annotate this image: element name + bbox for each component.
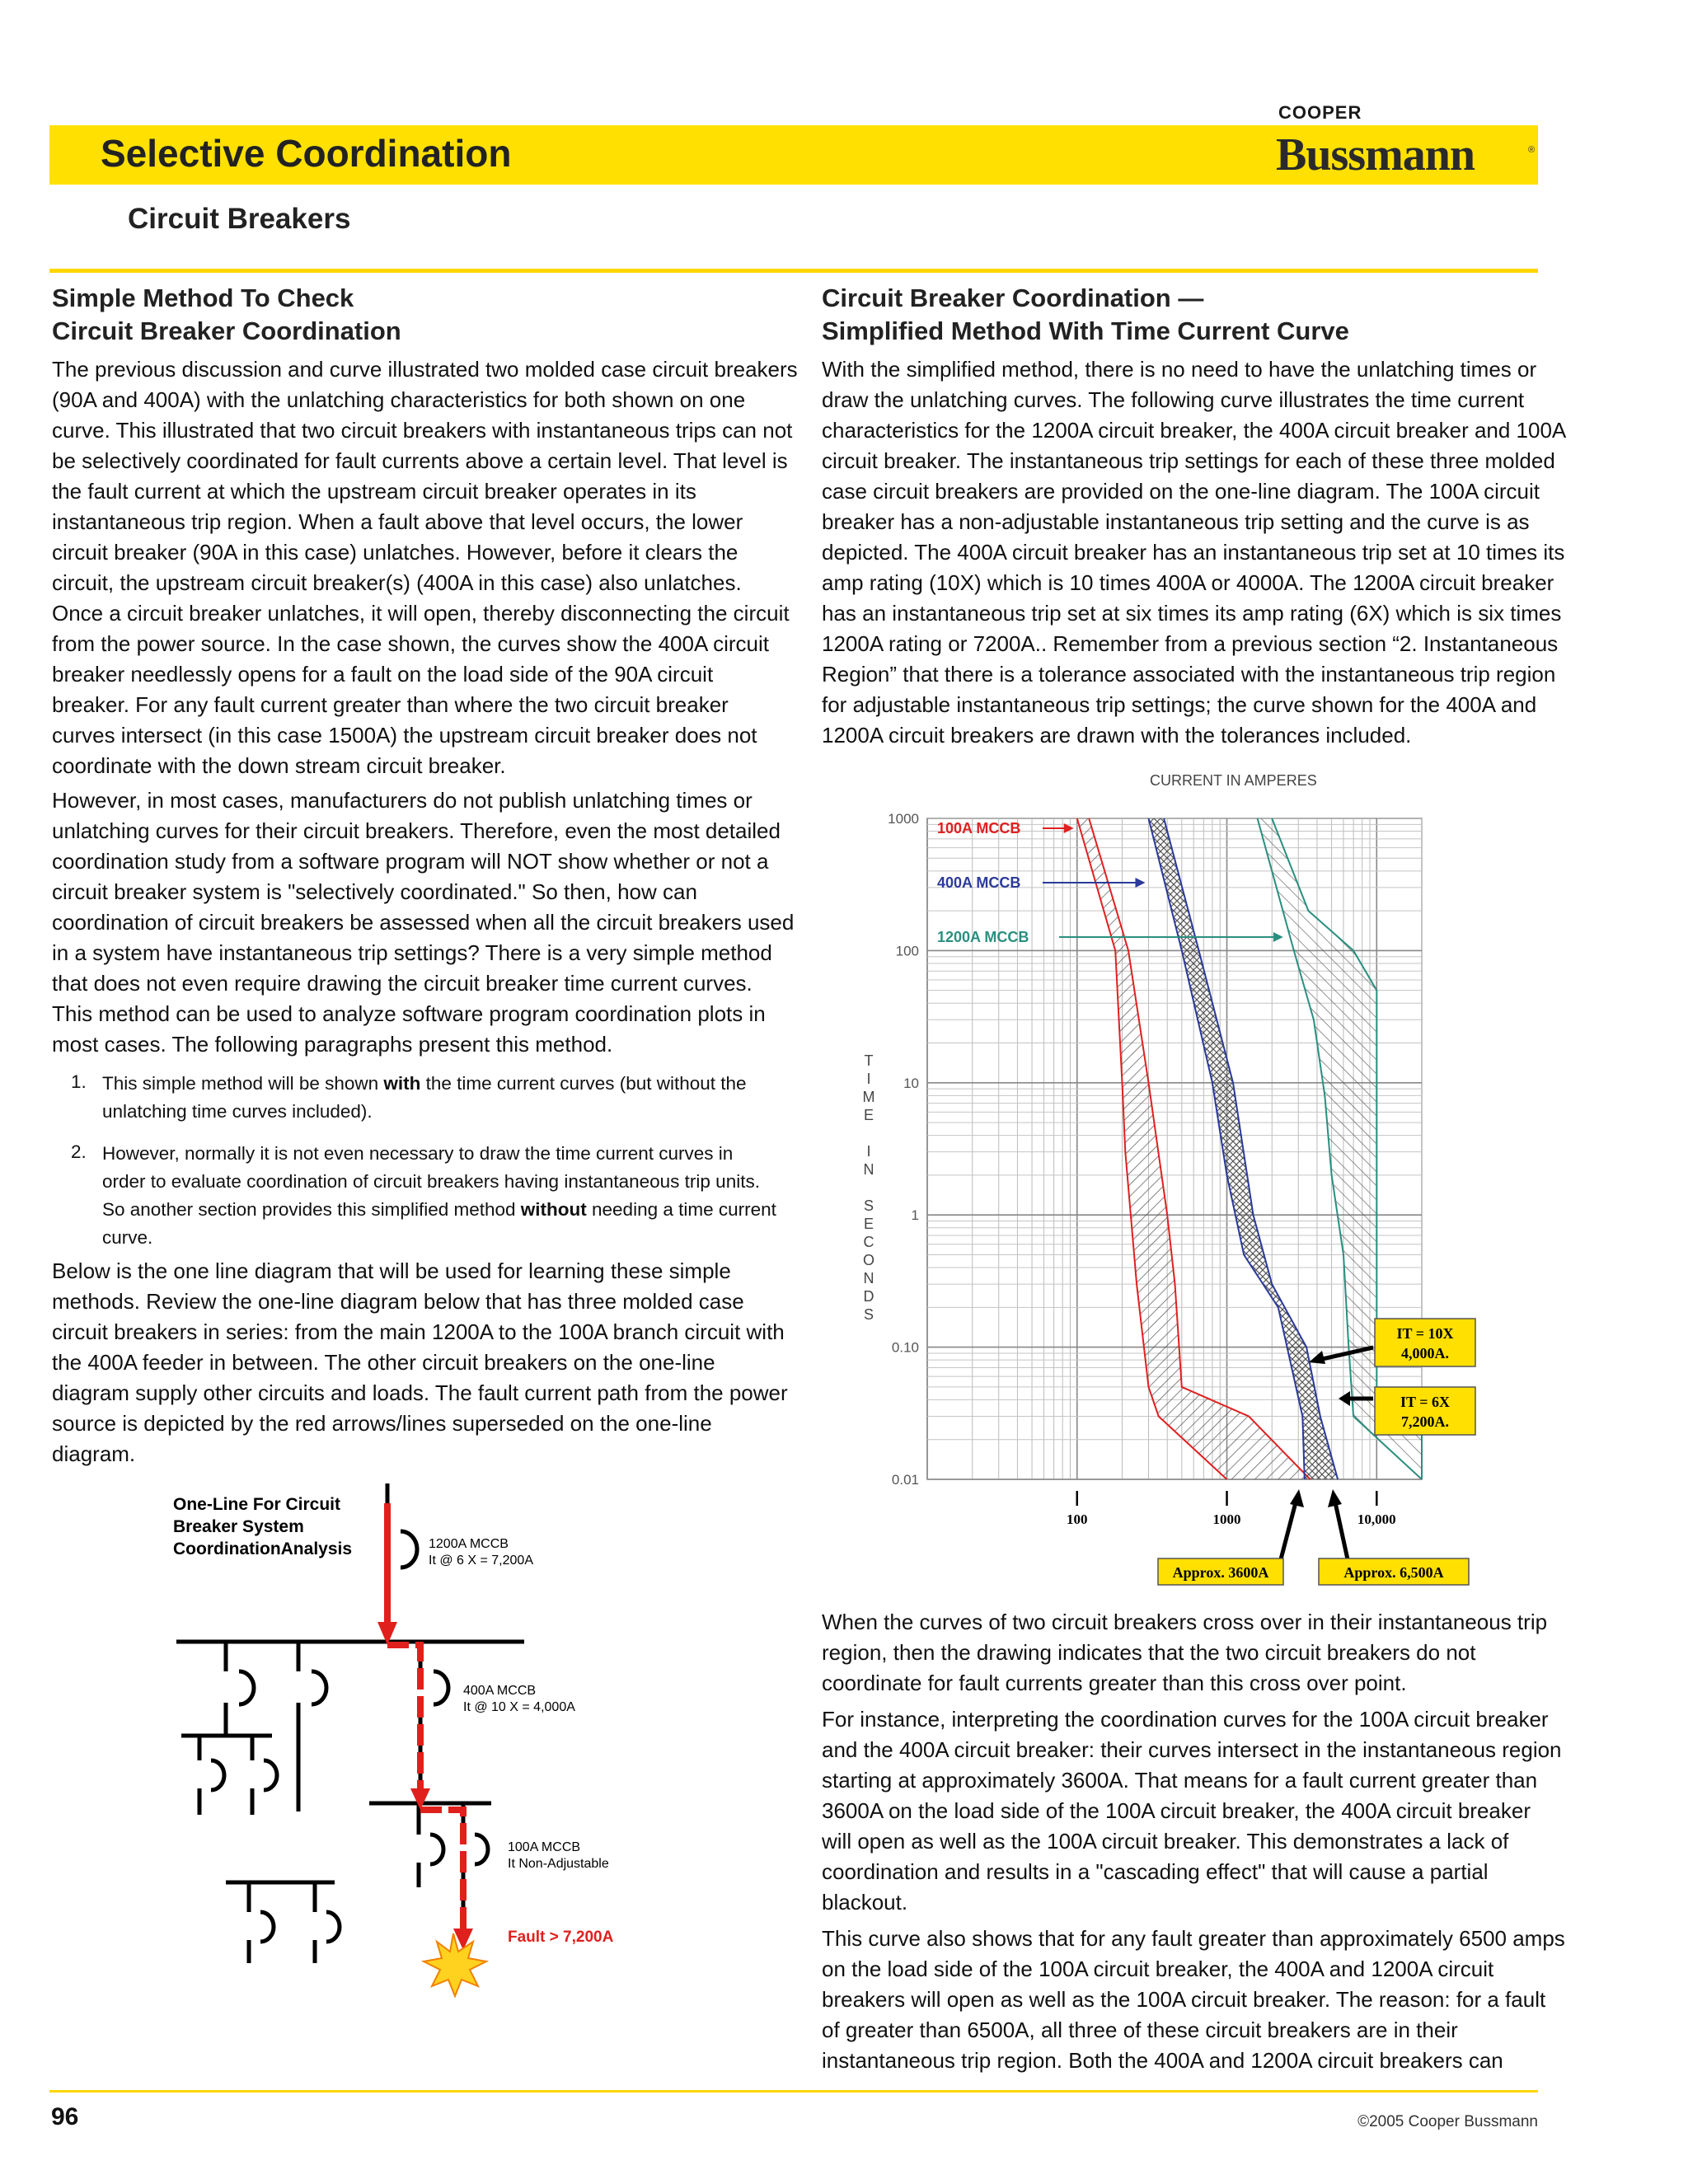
text-line: This method can be used to analyze software program coordination plots in xyxy=(52,1001,766,1026)
text-line: The previous discussion and curve illustrated two molded case circuit breakers xyxy=(52,357,798,382)
one-line-diagram xyxy=(148,1483,676,2011)
list-item-1 xyxy=(102,1070,747,1126)
x-tick-label: 10,000 xyxy=(1357,1511,1396,1527)
diagram-title-line: Breaker System xyxy=(173,1517,304,1536)
breaker-1200a-label: 1200A MCCB xyxy=(429,1537,509,1551)
text-line xyxy=(102,1196,776,1224)
breaker-100a-symbol xyxy=(463,1803,488,1945)
breaker-400a-label: 400A MCCB xyxy=(463,1684,537,1698)
crossover-label: Approx. 3600A xyxy=(1172,1564,1269,1581)
breaker-1200a-symbol xyxy=(387,1483,417,1642)
text-line: blackout. xyxy=(822,1890,908,1915)
text-line: However, normally it is not even necessary to draw the time current curves in xyxy=(102,1143,734,1164)
y-tick-label: 0.01 xyxy=(891,1472,919,1488)
y-tick-label: 1000 xyxy=(888,811,919,827)
text-line: circuit breaker (90A in this case) unlatches. However, before it clears the xyxy=(52,540,738,565)
top-divider xyxy=(49,269,1538,273)
text-line: Once a circuit breaker unlatches, it will open, thereby disconnecting the circuit xyxy=(52,601,790,626)
text-line: However, in most cases, manufacturers do not publish unlatching times or xyxy=(52,788,753,813)
text-line: 3600A on the load side of the 100A circuit breaker, the 400A circuit breaker xyxy=(822,1798,1531,1823)
branch-breaker-symbol xyxy=(199,1736,224,1815)
breaker-1200a-setting: It @ 6 X = 7,200A xyxy=(429,1554,533,1568)
text-line: the 400A feeder in between. The other circuit breakers on the one-line xyxy=(52,1350,715,1375)
text-line: coordinate for fault currents greater than this cross over point. xyxy=(822,1671,1407,1695)
page-title: Selective Coordination xyxy=(101,132,512,175)
text-line xyxy=(102,1070,747,1098)
text-line: curve. xyxy=(102,1227,153,1248)
section-subtitle: Circuit Breakers xyxy=(128,203,351,235)
text-run-bold: with xyxy=(383,1073,421,1094)
text-line: on the load side of the 100A circuit breaker, the 400A and 1200A circuit xyxy=(822,1957,1494,1981)
x-tick-label: 100 xyxy=(1067,1511,1088,1527)
text-line: will open as well as the 100A circuit breaker. This demonstrates a lack of xyxy=(822,1829,1509,1854)
right-paragraph-2 xyxy=(822,1607,1547,1699)
text-line: and the 400A circuit breaker: their curves intersect in the instantaneous region xyxy=(822,1737,1562,1762)
time-current-curve-chart xyxy=(841,762,1533,1586)
text-run: needing a time current xyxy=(586,1199,776,1220)
text-line: coordination of circuit breakers be assessed when all the circuit breakers used xyxy=(52,910,795,935)
text-line: 1200A rating or 7200A.. Remember from a previous section “2. Instantaneous xyxy=(822,631,1559,656)
crossover-label: Approx. 6,500A xyxy=(1343,1564,1444,1581)
fault-current-path xyxy=(377,1503,473,1950)
y-axis-letter: S xyxy=(863,1197,874,1214)
text-line: that does not even require drawing the circuit breaker time current curves. xyxy=(52,971,753,996)
text-run: This simple method will be shown xyxy=(102,1073,384,1094)
text-line: 1200A circuit breakers are drawn with the tolerances included. xyxy=(822,723,1412,748)
text-run-bold: without xyxy=(520,1199,587,1220)
text-line: breaker. For any fault current greater than where the two circuit breaker xyxy=(52,692,729,717)
y-axis-letter: M xyxy=(862,1089,875,1105)
branch-breaker-symbol xyxy=(252,1736,277,1815)
feeder-breaker-symbol xyxy=(298,1642,326,1811)
text-line: methods. Review the one-line diagram below that has three molded case xyxy=(52,1289,744,1314)
chart-title: CURRENT IN AMPERES xyxy=(1150,772,1317,789)
text-line: circuit breakers in series: from the main 1200A to the 100A branch circuit with xyxy=(52,1319,785,1344)
page-number: 96 xyxy=(51,2103,79,2130)
diagram-title-line: One-Line For Circuit xyxy=(173,1495,341,1514)
text-line: coordination and results in a "cascading effect" that will cause a partial xyxy=(822,1859,1489,1884)
y-axis-letter: I xyxy=(866,1071,871,1087)
text-run: the time current curves (but without the xyxy=(420,1073,747,1094)
y-axis-letter: E xyxy=(863,1107,874,1123)
text-line: diagram. xyxy=(52,1441,136,1466)
text-line: For instance, interpreting the coordination curves for the 100A circuit breaker xyxy=(822,1707,1549,1732)
text-line: (90A and 400A) with the unlatching characteristics for both shown on one xyxy=(52,387,746,412)
text-line: of greater than 6500A, all three of these circuit breakers are in their xyxy=(822,2018,1458,2042)
diagram-title-line: CoordinationAnalysis xyxy=(173,1540,353,1558)
right-heading xyxy=(822,282,1349,348)
text-line: curve. This illustrated that two circuit breakers with instantaneous trips can not xyxy=(52,418,793,443)
y-axis-letter: N xyxy=(863,1161,874,1178)
breaker-400a-setting: It @ 10 X = 4,000A xyxy=(463,1700,575,1714)
list-item-2 xyxy=(102,1140,776,1252)
text-line: With the simplified method, there is no need to have the unlatching times or xyxy=(822,357,1537,382)
text-line: for adjustable instantaneous trip settings; the curve shown for the 400A and xyxy=(822,692,1537,717)
text-line: circuit, the upstream circuit breaker(s) (400A in this case) also unlatches. xyxy=(52,570,742,595)
text-line: characteristics for the 1200A circuit breaker, the 400A circuit breaker and 100A xyxy=(822,418,1567,443)
copyright: ©2005 Cooper Bussmann xyxy=(1357,2113,1538,2130)
branch-breaker-symbol xyxy=(315,1882,340,1963)
y-tick-label: 10 xyxy=(903,1075,919,1091)
text-line: diagram supply other circuits and loads. The fault current path from the power xyxy=(52,1380,788,1405)
breaker-100a-label: 100A MCCB xyxy=(508,1840,581,1854)
y-tick-label: 100 xyxy=(895,943,919,959)
text-line: breaker needlessly opens for a fault on the load side of the 90A circuit xyxy=(52,662,714,687)
breaker-100a-setting: It Non-Adjustable xyxy=(508,1857,609,1871)
x-tick-label: 1000 xyxy=(1212,1511,1241,1527)
series-label: 1200A MCCB xyxy=(937,929,1029,945)
text-line: instantaneous trip region. When a fault above that level occurs, the lower xyxy=(52,509,743,534)
left-paragraph-2 xyxy=(52,785,794,1060)
text-line: be selectively coordinated for fault currents above a certain level. That level is xyxy=(52,448,788,473)
text-line: coordinate with the down stream circuit breaker. xyxy=(52,753,506,778)
text-line: When the curves of two circuit breakers cross over in their instantaneous trip xyxy=(822,1610,1548,1634)
branch-breaker-symbol xyxy=(419,1803,443,1887)
right-paragraph-4 xyxy=(822,1924,1565,2076)
list-number: 1. xyxy=(71,1071,87,1092)
text-line: Region” that there is a tolerance associated with the instantaneous trip region xyxy=(822,662,1556,687)
text-line: circuit breaker. The instantaneous trip settings for each of these three molded xyxy=(822,448,1555,473)
y-axis-letter: E xyxy=(863,1216,874,1232)
text-line: unlatching time curves included). xyxy=(102,1101,373,1122)
left-heading-line: Circuit Breaker Coordination xyxy=(52,316,401,345)
text-line: Below is the one line diagram that will be used for learning these simple xyxy=(52,1258,731,1283)
text-line: from the power source. In the case shown, the curves show the 400A circuit xyxy=(52,631,769,656)
text-line: case circuit breakers are provided on the one-line diagram. The 100A circuit xyxy=(822,479,1540,504)
text-line: depicted. The 400A circuit breaker has an instantaneous trip set at 10 times its xyxy=(822,540,1565,565)
left-heading-line: Simple Method To Check xyxy=(52,284,354,312)
callout-text: 4,000A. xyxy=(1401,1345,1449,1361)
brand-cooper: COOPER xyxy=(1278,102,1362,123)
right-heading-line: Simplified Method With Time Current Curve xyxy=(822,316,1349,345)
branch-breaker-symbol xyxy=(249,1882,274,1963)
text-line: This curve also shows that for any fault greater than approximately 6500 amps xyxy=(822,1926,1565,1951)
text-line: breakers will open as well as the 100A circuit breaker. The reason: for a fault xyxy=(822,1987,1546,2012)
right-paragraph-3 xyxy=(822,1704,1562,1918)
text-line: amp rating (10X) which is 10 times 400A or 4000A. The 1200A circuit breaker xyxy=(822,570,1554,595)
crossover-arrowhead xyxy=(1290,1489,1304,1507)
crossover-arrowhead xyxy=(1328,1489,1342,1507)
fault-burst-icon xyxy=(424,1933,486,1996)
text-line: has an instantaneous trip set at six times its amp rating (6X) which is six times xyxy=(822,601,1562,626)
text-line: breaker has a non-adjustable instantaneous trip setting and the curve is as xyxy=(822,509,1530,534)
text-line: the fault current at which the upstream circuit breaker operates in its xyxy=(52,479,696,504)
text-line: coordination study from a software program will NOT show whether or not a xyxy=(52,849,769,874)
text-run: So another section provides this simplified method xyxy=(102,1199,521,1220)
y-axis-letter: O xyxy=(862,1252,875,1268)
feeder-breaker-symbol xyxy=(226,1642,254,1736)
text-line: unlatching curves for their circuit breakers. Therefore, even the most detailed xyxy=(52,818,781,843)
right-heading-line: Circuit Breaker Coordination — xyxy=(822,284,1204,312)
y-axis-letter: D xyxy=(863,1288,874,1305)
left-heading xyxy=(52,282,401,348)
series-label: 100A MCCB xyxy=(937,820,1021,837)
callout-text: 7,200A. xyxy=(1401,1413,1449,1430)
text-line: draw the unlatching curves. The following curve illustrates the time current xyxy=(822,387,1525,412)
breaker-400a-symbol xyxy=(420,1642,448,1803)
list-number: 2. xyxy=(71,1141,87,1162)
y-axis-letter: S xyxy=(863,1306,874,1323)
series-label: 400A MCCB xyxy=(937,874,1021,891)
text-line: order to evaluate coordination of circuit breakers having instantaneous trip units. xyxy=(102,1171,760,1192)
left-paragraph-1 xyxy=(52,354,798,781)
bottom-divider xyxy=(49,2090,1538,2093)
brand-logo: Bussmann xyxy=(1276,129,1475,180)
text-line: curves intersect (in this case 1500A) the upstream circuit breaker does not xyxy=(52,723,757,748)
text-line: most cases. The following paragraphs present this method. xyxy=(52,1032,613,1057)
y-tick-label: 0.10 xyxy=(891,1339,919,1356)
y-axis-letter: I xyxy=(866,1143,871,1160)
fault-label: Fault > 7,200A xyxy=(508,1929,614,1946)
text-line: source is depicted by the red arrows/lines superseded on the one-line xyxy=(52,1411,712,1436)
text-line: instantaneous trip region. Both the 400A and 1200A circuit breakers can xyxy=(822,2048,1503,2073)
text-line: in a system have instantaneous trip settings? There is a very simple method xyxy=(52,940,772,965)
y-axis-letter: N xyxy=(863,1270,874,1286)
left-paragraph-3 xyxy=(52,1256,788,1469)
brand-registered-mark: ® xyxy=(1528,145,1536,155)
y-tick-label: 1 xyxy=(911,1207,919,1224)
y-axis-letter: C xyxy=(863,1234,874,1250)
callout-text: IT = 6X xyxy=(1400,1394,1450,1410)
text-line: starting at approximately 3600A. That means for a fault current greater than xyxy=(822,1768,1538,1793)
right-paragraph-1 xyxy=(822,354,1566,751)
callout-text: IT = 10X xyxy=(1396,1325,1454,1342)
text-line: circuit breaker system is "selectively coordinated." So then, how can xyxy=(52,879,697,904)
y-axis-letter: T xyxy=(864,1052,874,1069)
text-line: region, then the drawing indicates that the two circuit breakers do not xyxy=(822,1640,1476,1665)
